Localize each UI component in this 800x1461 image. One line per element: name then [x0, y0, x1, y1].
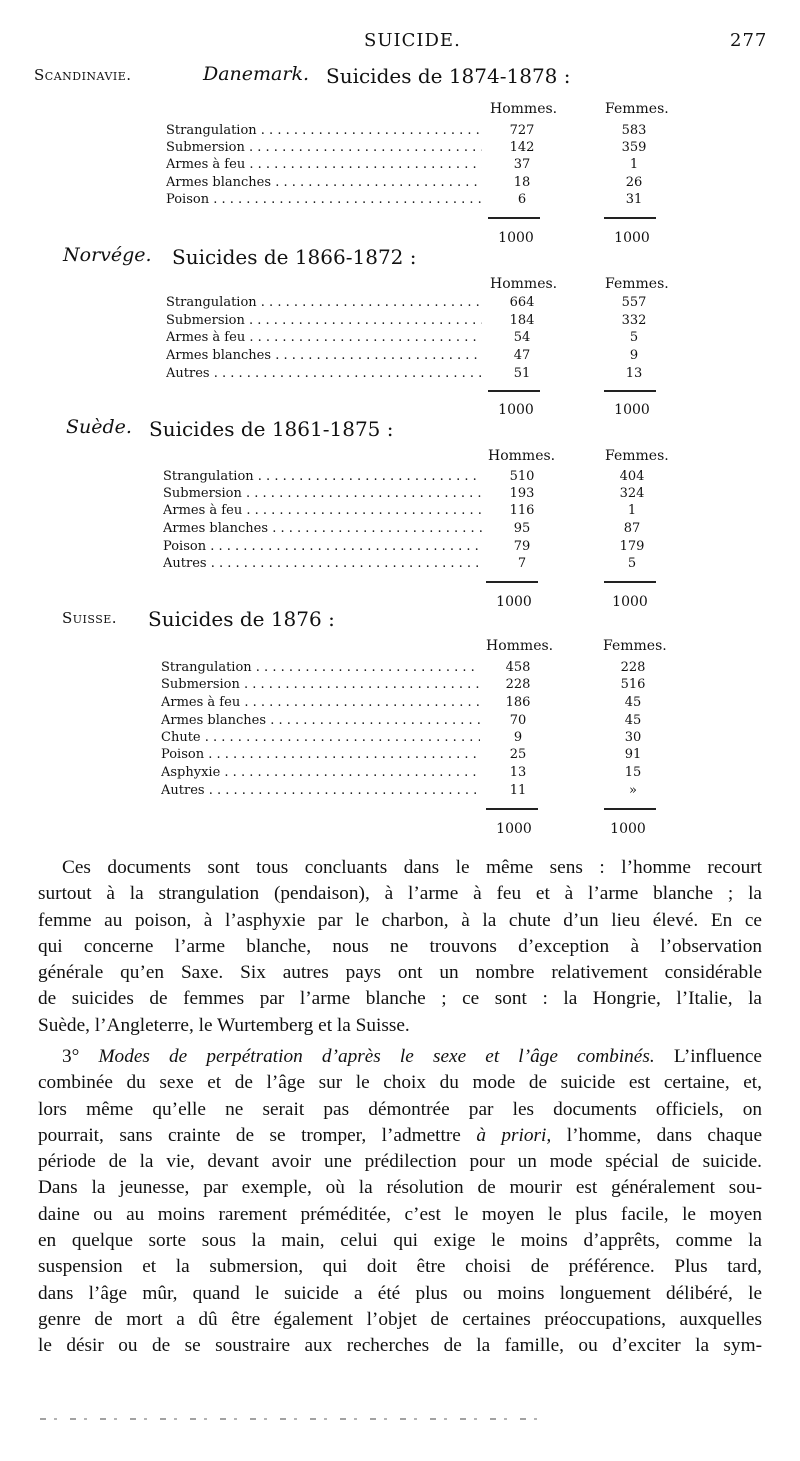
row-label: Armes blanches . . . [163, 520, 482, 537]
total-rule-men [488, 390, 540, 392]
value-men: 664 [509, 295, 535, 310]
value-men: 9 [513, 730, 523, 745]
text-line: combinée du sexe et de l’âge sur le choix du mode de suicide est certaine, et, [38, 1072, 762, 1094]
value-men: 7 [517, 556, 527, 571]
text-line: qui concerne l’arme blanche, nous ne trouvons d’exception à l’observation [38, 935, 762, 957]
row-label: Armes à feu . . . [166, 156, 482, 173]
column-header-men: Hommes. [488, 448, 556, 464]
text-line: période de la vie, devant avoir une prédilection pour un mode spécial de suicide. [38, 1151, 762, 1173]
value-men: 6 [517, 192, 527, 207]
row-label: Poison . . . [163, 538, 482, 555]
value-men: 142 [509, 140, 535, 155]
total-men: 1000 [496, 821, 532, 837]
total-rule-women [604, 808, 656, 810]
column-header-women: Femmes. [605, 276, 669, 292]
value-women: 5 [627, 556, 637, 571]
section-title: Suicides de 1876 : [148, 607, 335, 631]
row-label: Armes blanches . . . [166, 347, 482, 364]
value-women: 31 [625, 192, 643, 207]
row-label: Asphyxie . . . [161, 764, 480, 781]
value-women: 13 [625, 366, 643, 381]
text-line: daine ou au moins rarement préméditée, c’est le moyen le plus facile, le moyen [38, 1203, 762, 1225]
italic-a-priori: à priori, [476, 1124, 552, 1146]
paragraph-conclusions [38, 855, 762, 1039]
total-women: 1000 [610, 821, 646, 837]
value-men: 79 [513, 539, 531, 554]
value-women: 9 [629, 348, 639, 363]
text-line: genre de mort a dû être également l’objet de certaines préoccupations, auxquelles [38, 1308, 762, 1330]
value-men: 51 [513, 366, 531, 381]
total-women: 1000 [612, 594, 648, 610]
row-label: Poison . . . [166, 191, 482, 208]
column-header-women: Femmes. [603, 638, 667, 654]
value-women: 179 [619, 539, 645, 554]
column-header-men: Hommes. [486, 638, 554, 654]
text-line: Suède, l’Angleterre, le Wurtemberg et la Suisse. [38, 1014, 410, 1036]
section-region: Suède. [66, 416, 132, 438]
row-label: Strangulation . . . [166, 294, 482, 311]
column-header-women: Femmes. [605, 101, 669, 117]
text-line: Ces documents sont tous concluants dans le même sens : l’homme recourt [62, 857, 762, 878]
value-men: 184 [509, 313, 535, 328]
value-women: 1 [627, 503, 637, 518]
value-women: 332 [621, 313, 647, 328]
row-label: Submersion . . . [166, 139, 482, 156]
value-women: 30 [624, 730, 642, 745]
value-men: 47 [513, 348, 531, 363]
row-label: Armes blanches . . . [161, 712, 480, 729]
page-number: 277 [730, 30, 768, 51]
section-country: Scandinavie. [34, 66, 132, 84]
section-country: Suisse. [62, 609, 118, 627]
value-men: 228 [505, 677, 531, 692]
section-title: Suicides de 1861-1875 : [149, 417, 394, 441]
row-label: Submersion . . . [166, 312, 482, 329]
column-header-women: Femmes. [605, 448, 669, 464]
total-rule-women [604, 581, 656, 583]
text-line: Dans la jeunesse, par exemple, où la résolution de mourir est généralement sou- [38, 1177, 762, 1199]
value-men: 54 [513, 330, 531, 345]
text-line: en quelque sorte sous la main, celui qui exige le moins d’apprêts, comme la [38, 1230, 762, 1252]
total-rule-women [604, 217, 656, 219]
value-women: 516 [620, 677, 646, 692]
value-men: 18 [513, 175, 531, 190]
row-label: Autres . . . [161, 782, 480, 799]
text-line: dans l’âge mûr, quand le suicide a été plus ou moins longuement délibéré, le [38, 1282, 762, 1304]
scan-bleed-through [40, 1418, 550, 1420]
text-line: surtout à la strangulation (pendaison), à l’arme à feu et à l’arme blanche ; la [38, 883, 762, 905]
text-segment: pourrait, sans crainte de se tromper, l’admettre [38, 1124, 461, 1146]
section-title: Suicides de 1874-1878 : [326, 64, 571, 88]
total-rule-men [486, 808, 538, 810]
value-men: 186 [505, 695, 531, 710]
value-women: » [629, 783, 637, 798]
value-women: 228 [620, 660, 646, 675]
value-men: 13 [509, 765, 527, 780]
total-women: 1000 [614, 230, 650, 246]
column-header-men: Hommes. [490, 101, 558, 117]
row-label: Armes à feu . . . [161, 694, 480, 711]
value-men: 727 [509, 123, 535, 138]
total-rule-women [604, 390, 656, 392]
total-men: 1000 [498, 230, 534, 246]
text-line: suspension et la submersion, qui doit être choisi de préférence. Plus tard, [38, 1256, 762, 1278]
value-women: 5 [629, 330, 639, 345]
value-men: 193 [509, 486, 535, 501]
total-men: 1000 [498, 402, 534, 418]
value-women: 324 [619, 486, 645, 501]
value-women: 1 [629, 157, 639, 172]
row-label: Autres . . . [166, 365, 482, 382]
row-label: Armes à feu . . . [163, 502, 482, 519]
value-men: 11 [509, 783, 527, 798]
text-line: générale qu’en Saxe. Six autres pays ont un nombre relativement considérable [38, 962, 762, 984]
value-women: 45 [624, 695, 642, 710]
value-men: 458 [505, 660, 531, 675]
value-men: 25 [509, 747, 527, 762]
value-women: 15 [624, 765, 642, 780]
row-label: Chute . . . [161, 729, 480, 746]
value-men: 95 [513, 521, 531, 536]
heading-rest: L’influence [673, 1046, 762, 1067]
total-women: 1000 [614, 402, 650, 418]
section-title: Suicides de 1866-1872 : [172, 245, 417, 269]
value-men: 70 [509, 713, 527, 728]
text-line: lors même qu’elle ne serait pas démontrée par les documents officiels, on [38, 1098, 762, 1120]
value-women: 557 [621, 295, 647, 310]
total-men: 1000 [496, 594, 532, 610]
text-line: le désir ou de se soustraire aux recherches de la famille, ou d’exciter la sym- [38, 1335, 762, 1357]
text-line: femme au poison, à l’asphyxie par le charbon, à la chute d’un lieu élevé. En ce [38, 909, 762, 931]
row-label: Poison . . . [161, 746, 480, 763]
section-region: Danemark. [203, 63, 310, 85]
row-label: Strangulation . . . [161, 659, 480, 676]
section-heading: Modes de perpétration d’après le sexe et l’âge combinés. [98, 1046, 655, 1067]
running-title: SUICIDE. [364, 30, 461, 51]
row-label: Armes à feu . . . [166, 329, 482, 346]
value-men: 116 [509, 503, 535, 518]
row-label: Submersion . . . [161, 676, 480, 693]
row-label: Autres . . . [163, 555, 482, 572]
value-women: 359 [621, 140, 647, 155]
text-line [38, 1044, 762, 1070]
value-men: 37 [513, 157, 531, 172]
text-line: de suicides de femmes par l’arme blanche ; ce sont : la Hongrie, l’Italie, la [38, 988, 762, 1010]
column-header-men: Hommes. [490, 276, 558, 292]
text-segment: l’homme, dans chaque [566, 1124, 763, 1146]
value-women: 583 [621, 123, 647, 138]
total-rule-men [488, 217, 540, 219]
value-women: 404 [619, 469, 645, 484]
row-label: Strangulation . . . [166, 122, 482, 139]
paragraph-modes [38, 1044, 762, 1360]
section-number: 3° [62, 1046, 80, 1067]
value-women: 87 [623, 521, 641, 536]
value-men: 510 [509, 469, 535, 484]
value-women: 26 [625, 175, 643, 190]
row-label: Strangulation . . . [163, 468, 482, 485]
text-line [38, 1123, 762, 1149]
value-women: 91 [624, 747, 642, 762]
value-women: 45 [624, 713, 642, 728]
total-rule-men [486, 581, 538, 583]
row-label: Armes blanches . . . [166, 174, 482, 191]
row-label: Submersion . . . [163, 485, 482, 502]
section-region: Norvége. [63, 244, 152, 266]
